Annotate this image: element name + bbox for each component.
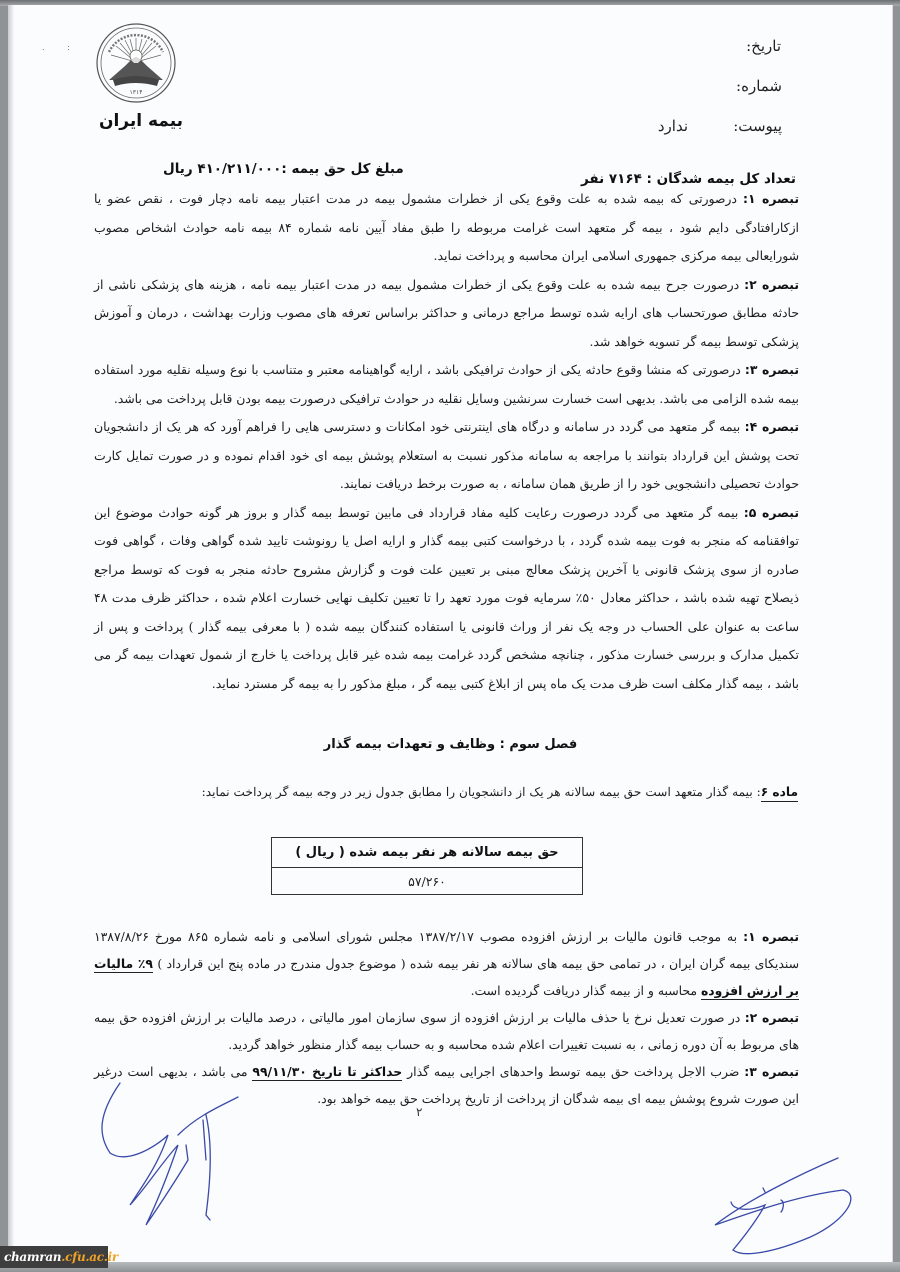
premium-table [271,837,583,895]
document-page [8,5,893,1263]
note-text: ضرب الاجل پرداخت حق بیمه توسط واحدهای اجرایی بیمه گذار [407,1064,740,1079]
article-6-label: ماده ۶ [761,785,798,802]
note-2 [94,271,799,357]
note-5 [94,499,799,699]
bime-iran-logo-icon [95,22,177,104]
note-3 [94,356,799,413]
vat-note-1 [94,923,799,1004]
date-label: تاریخ: [746,37,781,55]
premium-table-header: حق بیمه سالانه هر نفر بیمه شده ( ریال ) [272,838,583,868]
scan-edge-left [8,5,14,1263]
note-label: تبصره ۲: [744,276,799,292]
total-premium: مبلغ کل حق بیمه :۴۱۰/۲۱۱/۰۰۰ ریال [163,161,404,177]
note-label: تبصره ۴: [744,419,799,434]
attachment-label: پیوست: [733,117,782,135]
note-label: تبصره ۳: [744,1064,799,1079]
premium-table-value: ۵۷/۲۶۰ [272,868,583,895]
svg-text:۱۳۱۴: ۱۳۱۴ [129,89,143,96]
note-text: درصورت جرح بیمه شده به علت وقوع یکی از خطرات مشمول بیمه در مدت اعتبار بیمه نامه ، هزینه های پزشکی ناشی از حادثه مطابق صورتحساب های ارایه شده توسط مراجع درمانی و حداکثر براساس تعرفه های مصوب وزارت بهداشت ، درمان و آموزش پزشکی توسط بیمه گر تسویه خواهد شد. [94,276,799,349]
scan-specks: . : [42,43,80,52]
section-title: فصل سوم : وظایف و تعهدات بیمه گذار [323,737,578,752]
article-6 [118,785,798,799]
number-label: شماره: [736,77,782,95]
notes-part1 [94,185,799,698]
note-label: تبصره ۱: [743,191,799,206]
note-label: تبصره ۲: [744,1010,799,1025]
page-number: ۲ [416,1105,423,1119]
attachment-value: ندارد [657,117,688,135]
vat-note-2 [94,1004,799,1058]
article-6-text: : بیمه گذار متعهد است حق بیمه سالانه هر یک از دانشجویان را مطابق جدول زیر در وجه بیمه گر پرداخت نماید: [201,785,761,799]
note-text: درصورتی که بیمه شده به علت وقوع یکی از خطرات مشمول بیمه در مدت اعتبار بیمه نامه دچار فوت ، نقص عضو یا ازکارافتادگی دایم شود ، بیمه گر متعهد است غرامت مربوطه را طبق مفاد آیین نامه شماره ۸۴ بیمه نامه حوادث اشخاص مصوب شورایعالی بیمه مرکزی جمهوری اسلامی ایران محاسبه و پرداخت نماید. [94,191,799,263]
note-text: بیمه گر متعهد می گردد درصورت رعایت کلیه مفاد قرارداد فی مابین توسط بیمه گذار و بروز هر گونه حوادث موضوع این توافقنامه که منجر به فوت بیمه شده گردد ، با درخواست کتبی بیمه گذار و ارایه اصل یا رونوشت تایید شده گواهی وفات ، گواهی فوت صادره از سوی پزشک قانونی یا آخرین پزشک معالج مبنی بر تعیین علت فوت و گزارش مشروح حادثه منجر به فوت که توسط مراجع ذیصلاح تهیه شده باشد ، حداکثر معادل ۵۰٪ سرمایه فوت مورد تعهد را تا تعیین تکلیف نهایی خسارت اعلام شده ، حداکثر ظرف مدت ۴۸ ساعت به عنوان علی الحساب در وجه یک نفر از وراث قانونی یا استفاده کنندگان بیمه شده ( با معرفی بیمه گذار ) پرداخت و پس از تکمیل مدارک و بررسی خسارت مذکور ، چنانچه مشخص گردد غرامت بیمه شده غیر قابل پرداخت یا خارج از شمول تعهدات بیمه گر می باشد ، بیمه گذار مکلف است ظرف مدت یک ماه پس از ابلاغ کتبی بیمه گر ، مبلغ مذکور را به بیمه گر مسترد نماید. [94,504,799,691]
site-watermark [0,1246,118,1268]
note-tail: محاسبه و از بیمه گذار دریافت گردیده است. [470,983,697,998]
note-text: بیمه گر متعهد می گردد در سامانه و درگاه های اینترنتی خود امکانات و دسترسی هایی را فراهم آورد که هر یک از دانشجویان تحت پوشش این قرارداد بتوانند با مراجعه به سامانه مذکور نسبت به استعلام پوشش بیمه ای خود اقدام نموده و در صورت تمایل کارت حوادث تحصیلی دانشجویی خود را از طریق همان سامانه ، به صورت برخط دریافت نمایند. [94,419,799,491]
note-text: به موجب قانون مالیات بر ارزش افزوده مصوب ۱۳۸۷/۲/۱۷ مجلس شورای اسلامی و نامه شماره ۸۶۵ مورخ ۱۳۸۷/۸/۲۶ سندیکای بیمه گران ایران ، در تمامی حق بیمه های سالانه هر نفر بیمه شده ( موضوع جدول مندرج در ماده پنج این قرارداد ) [94,929,799,971]
note-label: تبصره ۳: [744,362,799,377]
total-insured: تعداد کل بیمه شدگان : ۷۱۶۴ نفر [580,171,796,187]
note-1 [94,185,799,271]
brand-name: بیمه ایران [98,111,184,131]
watermark-suffix: .cfu.ac.ir [61,1250,118,1264]
watermark-prefix: chamran [4,1250,62,1264]
signature-left-icon [88,1075,308,1235]
note-text: درصورتی که منشا وقوع حادثه یکی از حوادث ترافیکی باشد ، ارایه گواهینامه معتبر و متناسب با نوع وسیله نقلیه مورد استفاده بیمه شده الزامی می باشد. بدیهی است خسارت سرنشین وسایل نقلیه در حوادث ترافیکی درصورت بیمه بودن قابل پرداخت می باشد. [94,362,799,406]
signature-right-icon [703,1150,873,1260]
vat-highlight: ۹٪ مالیات بر ارزش افزوده [94,956,799,998]
scan-edge-bottom [0,1262,900,1272]
deadline-highlight: حداکثر تا تاریخ ۹۹/۱۱/۳۰ [252,1064,403,1079]
note-label: تبصره ۱: [743,929,799,944]
note-text: در صورت تعدیل نرخ یا حذف مالیات بر ارزش افزوده از سوی سازمان امور مالیاتی ، درصد مالیات بر ارزش افزوده حق بیمه های مربوط به آن دوره زمانی ، به نسبت تغییرات اعلام شده محاسبه و به حساب بیمه گذار منظور خواهد گردید. [94,1010,799,1052]
scan-edge-right [892,5,893,1263]
note-4 [94,413,799,499]
note-label: تبصره ۵: [743,504,799,520]
note-tail: می باشد ، بدیهی است درغیر این صورت شروع پوشش بیمه ای بیمه شدگان از پرداخت از تاریخ پرداخت حق بیمه خواهد بود. [94,1064,799,1106]
